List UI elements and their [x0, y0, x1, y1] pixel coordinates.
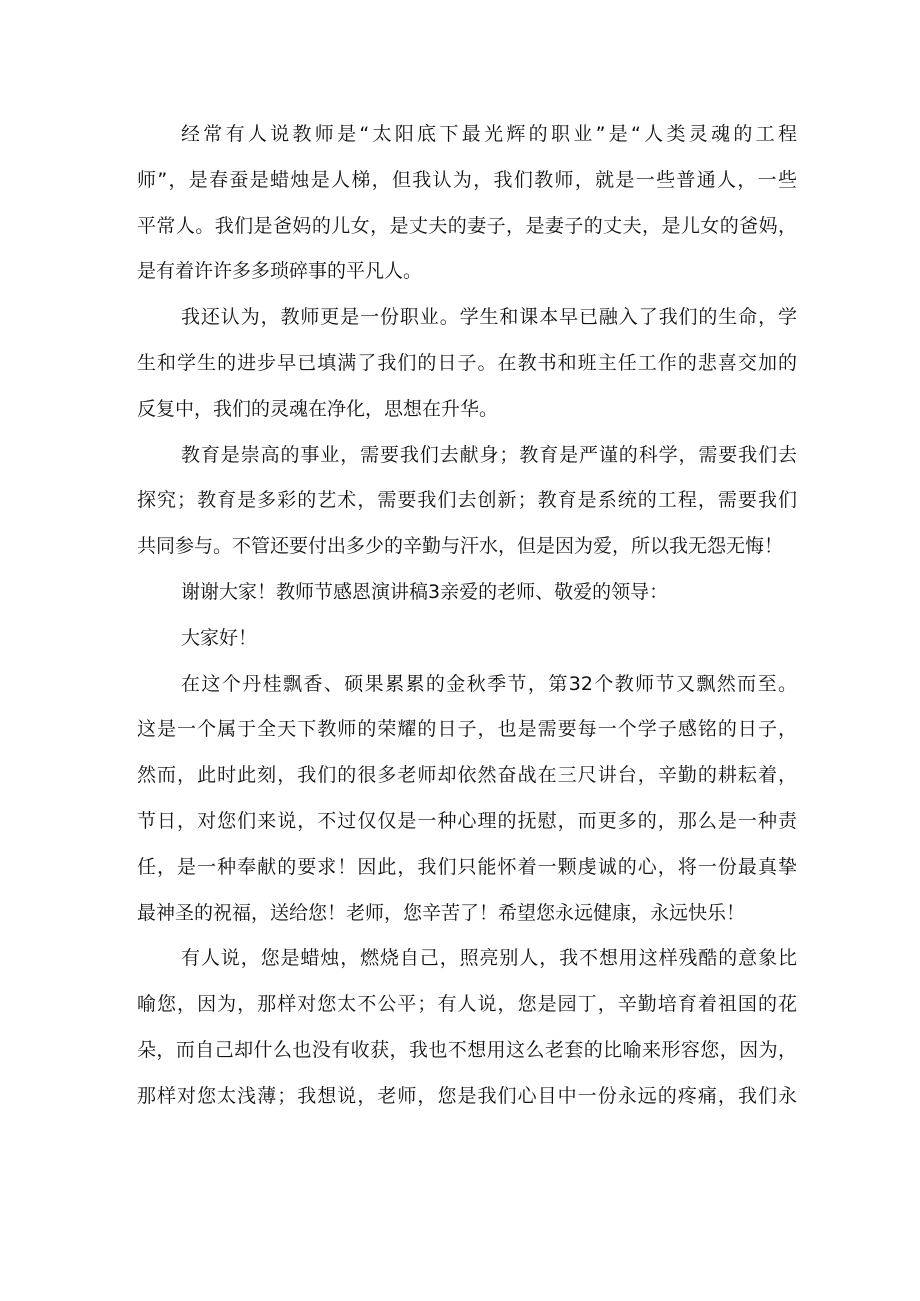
text-line: 探究；教育是多彩的艺术，需要我们去创新；教育是系统的工程，需要我们 — [137, 489, 797, 512]
text-line: 共同参与。不管还要付出多少的辛勤与汗水，但是因为爱，所以我无怨无悔！ — [137, 535, 784, 558]
text-line: 我还认为，教师更是一份职业。学生和课本早已融入了我们的生命，学 — [181, 306, 797, 329]
text-line: 大家好！ — [181, 626, 258, 649]
text-line: 朵，而自己却什么也没有收获，我也不想用这么老套的比喻来形容您，因为， — [137, 1038, 797, 1061]
paragraph — [137, 570, 797, 616]
text-line: 谢谢大家！教师节感恩演讲稿3亲爱的老师、敬爱的领导： — [181, 580, 669, 603]
paragraph — [137, 295, 797, 432]
paragraph — [137, 662, 797, 937]
paragraph — [137, 112, 797, 295]
text-line: 然而，此时此刻，我们的很多老师却依然奋战在三尺讲台，辛勤的耕耘着， — [137, 764, 797, 787]
text-line: 这是一个属于全天下教师的荣耀的日子，也是需要每一个学子感铭的日子， — [137, 718, 797, 741]
text-line: 在这个丹桂飘香、硕果累累的金秋季节，第32个教师节又飘然而至。 — [181, 672, 797, 695]
paragraph — [137, 616, 797, 662]
text-line: 师”，是春蚕是蜡烛是人梯，但我认为，我们教师，就是一些普通人，一些 — [137, 168, 797, 191]
text-line: 教育是崇高的事业，需要我们去献身；教育是严谨的科学，需要我们去 — [181, 443, 797, 466]
text-line: 那样对您太浅薄；我想说，老师，您是我们心目中一份永远的疼痛，我们永 — [137, 1084, 797, 1107]
paragraph — [137, 936, 797, 1119]
paragraph — [137, 433, 797, 570]
text-line: 喻您，因为，那样对您太不公平；有人说，您是园丁，辛勤培育着祖国的花 — [137, 993, 797, 1016]
text-line: 平常人。我们是爸妈的儿女，是丈夫的妻子，是妻子的丈夫，是儿女的爸妈， — [137, 214, 797, 237]
text-line: 最神圣的祝福，送给您！老师，您辛苦了！希望您永远健康，永远快乐！ — [137, 901, 746, 924]
text-line: 生和学生的进步早已填满了我们的日子。在教书和班主任工作的悲喜交加的 — [137, 351, 797, 374]
text-line: 任，是一种奉献的要求！因此，我们只能怀着一颗虔诚的心，将一份最真挚 — [137, 855, 797, 878]
text-line: 是有着许许多多琐碎事的平凡人。 — [137, 260, 423, 283]
text-line: 反复中，我们的灵魂在净化，思想在升华。 — [137, 397, 499, 420]
text-line: 有人说，您是蜡烛，燃烧自己，照亮别人，我不想用这样残酷的意象比 — [181, 947, 797, 970]
text-line: 经常有人说教师是“太阳底下最光辉的职业”是“人类灵魂的工程 — [181, 123, 797, 145]
text-line: 节日，对您们来说，不过仅仅是一种心理的抚慰，而更多的，那么是一种责 — [137, 809, 797, 832]
document-body — [137, 112, 797, 1120]
